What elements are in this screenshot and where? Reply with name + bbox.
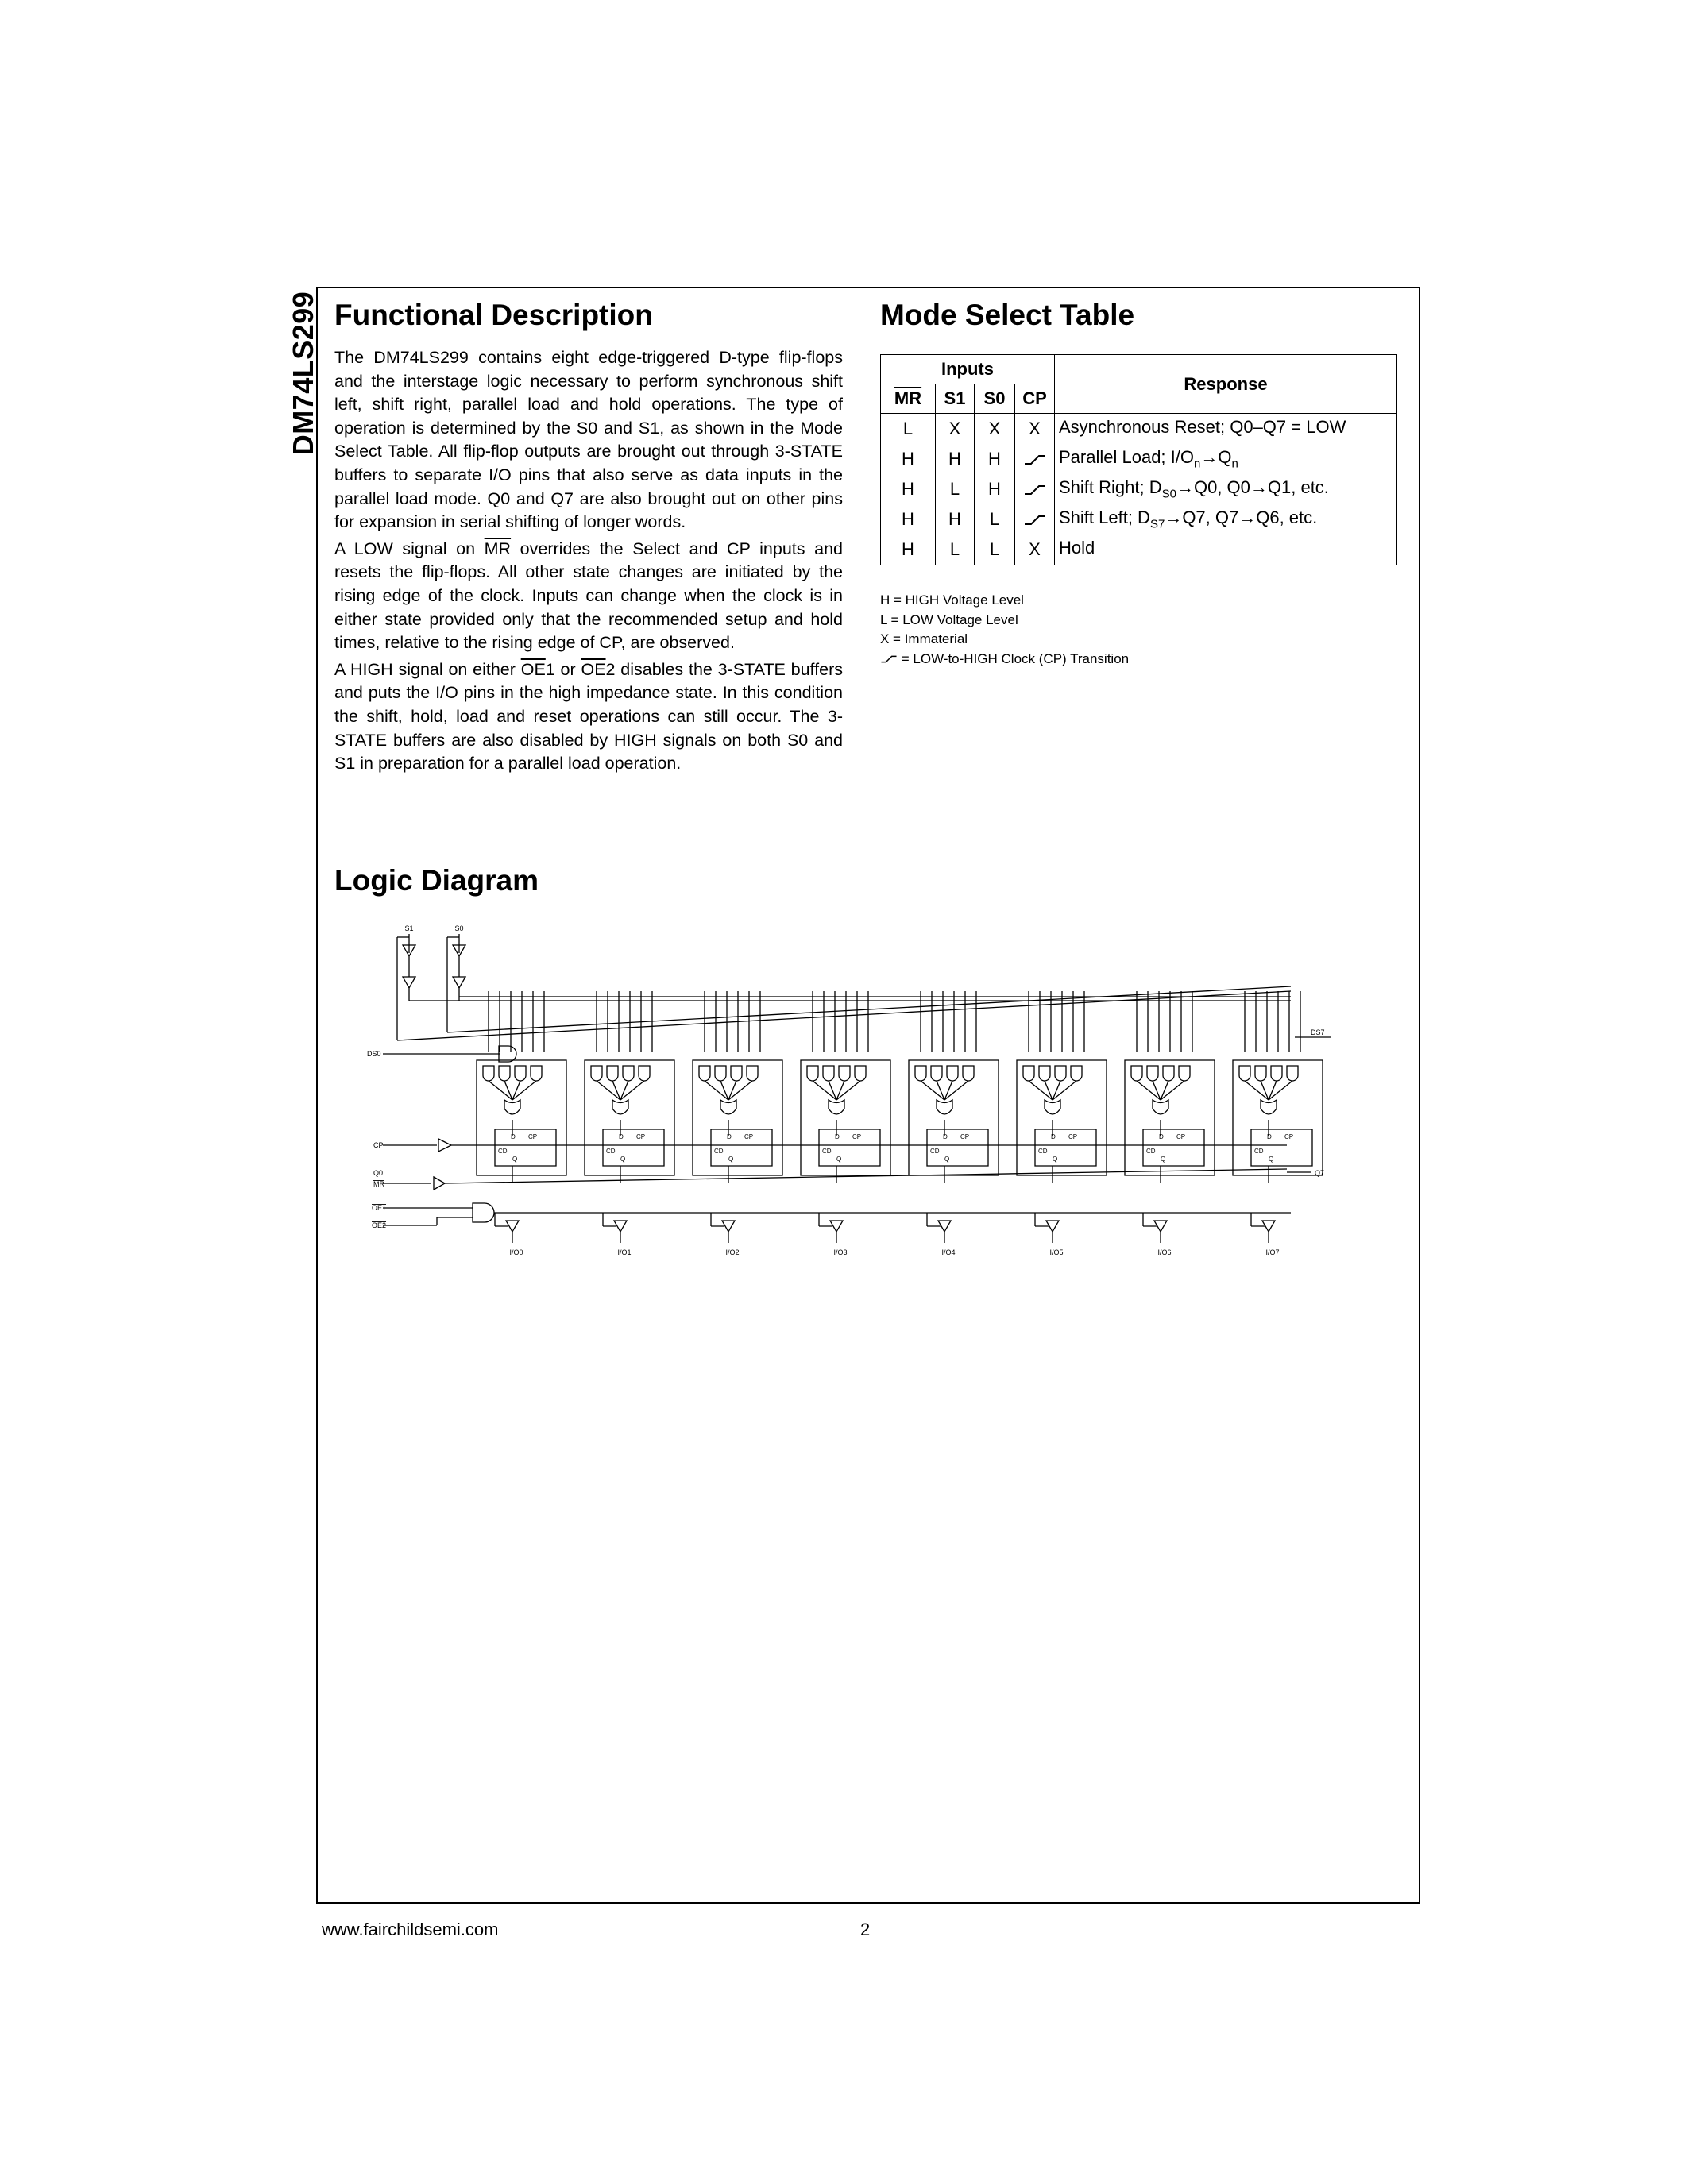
and-gate-stage-1 [607, 1066, 618, 1081]
and-gate-stage-5 [1039, 1066, 1050, 1081]
col-cp: CP [1015, 384, 1055, 414]
cell-cp [1015, 444, 1055, 474]
cell-cp [1015, 504, 1055, 534]
oe2-overbar: $\overline{OE}$ [581, 659, 606, 679]
cell-response: Parallel Load; $I/O_n\to Q_n$ [1055, 444, 1397, 474]
mode-row [881, 414, 1397, 445]
or-gate-stage-3 [829, 1100, 844, 1114]
mode-row [881, 444, 1397, 474]
ff-cp-label: CP [960, 1133, 970, 1140]
inputs-header: Inputs [881, 355, 1055, 384]
mr-buffer [434, 1177, 445, 1190]
cell-mr: H [881, 444, 936, 474]
legend-x: X = Immaterial [880, 631, 968, 646]
cp-buffer [438, 1139, 451, 1152]
oe1-overbar: $\overline{OE}$ [520, 659, 546, 679]
ff-q-label: Q [1161, 1156, 1166, 1163]
legend-l: L = LOW Voltage Level [880, 612, 1018, 627]
io-pin-label: I/O2 [725, 1248, 740, 1256]
ff-q-label: Q [512, 1156, 518, 1163]
legend-clock: = LOW-to-HIGH Clock (CP) Transition [880, 650, 1129, 669]
mode-select-heading: Mode Select Table [880, 299, 1135, 331]
rising-edge-icon [1023, 484, 1047, 496]
ff-d-label: D [943, 1133, 948, 1140]
label-s1: S1 [404, 924, 414, 932]
mr-overbar: $\overline{MR}$ [484, 538, 512, 558]
ff-cp-label: CP [744, 1133, 754, 1140]
mode-row [881, 474, 1397, 504]
or-gate-stage-0 [504, 1100, 520, 1114]
col-s0: S0 [975, 384, 1015, 414]
stage-box-7 [1233, 1060, 1323, 1175]
ff-d-label: D [1267, 1133, 1272, 1140]
ff-cp-label: CP [636, 1133, 646, 1140]
ds0-and-gate [499, 1046, 516, 1062]
label-s0: S0 [454, 924, 464, 932]
ff-cd-label: CD [930, 1148, 940, 1155]
cell-s0: L [975, 534, 1015, 565]
and-gate-stage-5 [1071, 1066, 1082, 1081]
footer-url: www.fairchildsemi.com [322, 1920, 499, 1939]
label-q0: Q0 [373, 1169, 384, 1177]
and-gate-stage-0 [515, 1066, 526, 1081]
and-gate-stage-2 [747, 1066, 758, 1081]
stage-box-0 [477, 1060, 566, 1175]
and-gate-stage-0 [483, 1066, 494, 1081]
s0-buffer-2 [453, 977, 465, 990]
rising-edge-icon [1023, 514, 1047, 527]
cell-s1: H [936, 444, 975, 474]
and-gate-stage-3 [807, 1066, 818, 1081]
and-gate-stage-6 [1163, 1066, 1174, 1081]
cell-s1: H [936, 504, 975, 534]
mode-row [881, 534, 1397, 565]
cell-response: Asynchronous Reset; Q0–Q7 = LOW [1055, 414, 1397, 445]
stage-box-1 [585, 1060, 674, 1175]
cell-mr: H [881, 534, 936, 565]
cell-s0: L [975, 504, 1015, 534]
cell-cp: X [1015, 414, 1055, 445]
label-cp: CP [373, 1141, 384, 1149]
paragraph-3: A HIGH signal on either $\overline{OE}1$ or $\overline{OE}2$ disables the 3-STATE buffers and puts the I/O pins in the high impedance state. In this condition the shift, hold, load and reset operations can still occur. The 3-STATE buffers are also disabled by HIGH signals on both S0 and S1 in preparation for a parallel load operation. [334, 659, 843, 774]
paragraph-2: A LOW signal on $\overline{MR}$ overrides the Select and CP inputs and resets the flip-flops. All other state changes are initiated by the rising edge of the clock. Inputs can change when the clock is in either state provided only that the recommended setup and hold times, relative to the rising edge of CP, are observed. [334, 538, 843, 653]
cell-s1: X [936, 414, 975, 445]
label-ds7: DS7 [1311, 1028, 1325, 1036]
cell-s1: L [936, 474, 975, 504]
ff-cp-label: CP [1176, 1133, 1186, 1140]
and-gate-stage-2 [731, 1066, 742, 1081]
ff-d-label: D [1051, 1133, 1056, 1140]
or-gate-stage-2 [720, 1100, 736, 1114]
and-gate-stage-4 [915, 1066, 926, 1081]
label-oe2: OE2 [372, 1221, 387, 1229]
part-number-side-label: DM74LS299 [287, 291, 319, 456]
and-gate-stage-4 [947, 1066, 958, 1081]
functional-description-heading: Functional Description [334, 299, 653, 331]
ff-d-label: D [727, 1133, 732, 1140]
cell-mr: H [881, 504, 936, 534]
io-pin-label: I/O5 [1049, 1248, 1064, 1256]
label-q7: Q7 [1315, 1169, 1325, 1177]
stage-box-3 [801, 1060, 890, 1175]
ff-cd-label: CD [498, 1148, 508, 1155]
ff-q-label: Q [1053, 1156, 1058, 1163]
stage-box-6 [1125, 1060, 1215, 1175]
ff-cp-label: CP [1068, 1133, 1078, 1140]
col-s1: S1 [936, 384, 975, 414]
io-pin-label: I/O7 [1265, 1248, 1280, 1256]
s1-buffer-2 [403, 977, 415, 990]
and-gate-stage-2 [715, 1066, 726, 1081]
ff-cd-label: CD [1146, 1148, 1156, 1155]
and-gate-stage-3 [823, 1066, 834, 1081]
or-gate-stage-6 [1153, 1100, 1168, 1114]
and-gate-stage-6 [1179, 1066, 1190, 1081]
ff-cp-label: CP [852, 1133, 862, 1140]
and-gate-stage-5 [1055, 1066, 1066, 1081]
cell-s0: H [975, 444, 1015, 474]
and-gate-stage-3 [839, 1066, 850, 1081]
page-number: 2 [860, 1920, 871, 1939]
ff-cd-label: CD [606, 1148, 616, 1155]
and-gate-stage-6 [1147, 1066, 1158, 1081]
ff-q-label: Q [836, 1156, 842, 1163]
and-gate-stage-6 [1131, 1066, 1142, 1081]
and-gate-stage-7 [1239, 1066, 1250, 1081]
ff-cp-label: CP [528, 1133, 538, 1140]
table-legend [880, 591, 1129, 669]
cell-s1: L [936, 534, 975, 565]
ff-cp-label: CP [1284, 1133, 1294, 1140]
or-gate-stage-7 [1261, 1100, 1277, 1114]
ff-q-label: Q [944, 1156, 950, 1163]
stage-box-4 [909, 1060, 999, 1175]
ff-d-label: D [1159, 1133, 1164, 1140]
io-pin-label: I/O0 [509, 1248, 523, 1256]
cell-response: Shift Right; $D_{S0}\to Q0$, Q0→Q1, etc. [1055, 474, 1397, 504]
ff-q-label: Q [728, 1156, 734, 1163]
and-gate-stage-7 [1287, 1066, 1298, 1081]
col-mr: $\overline{MR}$ [881, 384, 936, 414]
stage-box-5 [1017, 1060, 1107, 1175]
ff-q-label: Q [620, 1156, 626, 1163]
io-pin-label: I/O6 [1157, 1248, 1172, 1256]
cell-cp [1015, 474, 1055, 504]
and-gate-stage-7 [1271, 1066, 1282, 1081]
or-gate-stage-1 [612, 1100, 628, 1114]
ff-cd-label: CD [822, 1148, 832, 1155]
paragraph-1: The DM74LS299 contains eight edge-triggered D-type flip-flops and the interstage logic necessary to perform synchronous shift left, shift right, parallel load and hold operations. The type of operation is determined by the S0 and S1, as shown in the Mode Select Table. All flip-flop outputs are brought out through 3-STATE buffers to separate I/O pins that also serve as data inputs in the parallel load mode. Q0 and Q7 are also brought out on other pins for expansion in serial shifting of longer words. [334, 348, 843, 532]
and-gate-stage-1 [591, 1066, 602, 1081]
ff-cd-label: CD [714, 1148, 724, 1155]
cell-s0: X [975, 414, 1015, 445]
and-gate-stage-0 [531, 1066, 542, 1081]
or-gate-stage-5 [1045, 1100, 1060, 1114]
io-pin-label: I/O4 [941, 1248, 956, 1256]
io-pin-label: I/O3 [833, 1248, 848, 1256]
cell-s0: H [975, 474, 1015, 504]
mode-row [881, 504, 1397, 534]
io-pin-label: I/O1 [617, 1248, 632, 1256]
and-gate-stage-3 [855, 1066, 866, 1081]
label-mr: MR [373, 1180, 384, 1188]
ff-d-label: D [511, 1133, 516, 1140]
ff-d-label: D [619, 1133, 624, 1140]
legend-h: H = HIGH Voltage Level [880, 592, 1024, 608]
and-gate-stage-1 [639, 1066, 650, 1081]
and-gate-stage-4 [963, 1066, 974, 1081]
ff-cd-label: CD [1038, 1148, 1048, 1155]
logic-diagram-heading: Logic Diagram [334, 864, 539, 897]
ff-q-label: Q [1269, 1156, 1274, 1163]
ff-d-label: D [835, 1133, 840, 1140]
and-gate-stage-5 [1023, 1066, 1034, 1081]
rising-edge-icon [880, 654, 898, 664]
logic-diagram [365, 921, 1358, 1279]
cell-mr: H [881, 474, 936, 504]
rising-edge-icon [1023, 453, 1047, 466]
oe-and-gate [473, 1203, 494, 1222]
and-gate-stage-7 [1255, 1066, 1266, 1081]
cell-mr: L [881, 414, 936, 445]
mode-select-table [880, 354, 1397, 565]
response-header: Response [1055, 355, 1397, 414]
and-gate-stage-1 [623, 1066, 634, 1081]
cell-response: Shift Left; $D_{S7}\to Q7$, Q7→Q6, etc. [1055, 504, 1397, 534]
cell-cp: X [1015, 534, 1055, 565]
label-oe1: OE1 [372, 1204, 387, 1212]
stage-box-2 [693, 1060, 782, 1175]
functional-description-text [334, 346, 843, 779]
and-gate-stage-0 [499, 1066, 510, 1081]
label-ds0: DS0 [367, 1050, 381, 1058]
cell-response: Hold [1055, 534, 1397, 565]
and-gate-stage-4 [931, 1066, 942, 1081]
or-gate-stage-4 [937, 1100, 952, 1114]
and-gate-stage-2 [699, 1066, 710, 1081]
ff-cd-label: CD [1254, 1148, 1264, 1155]
